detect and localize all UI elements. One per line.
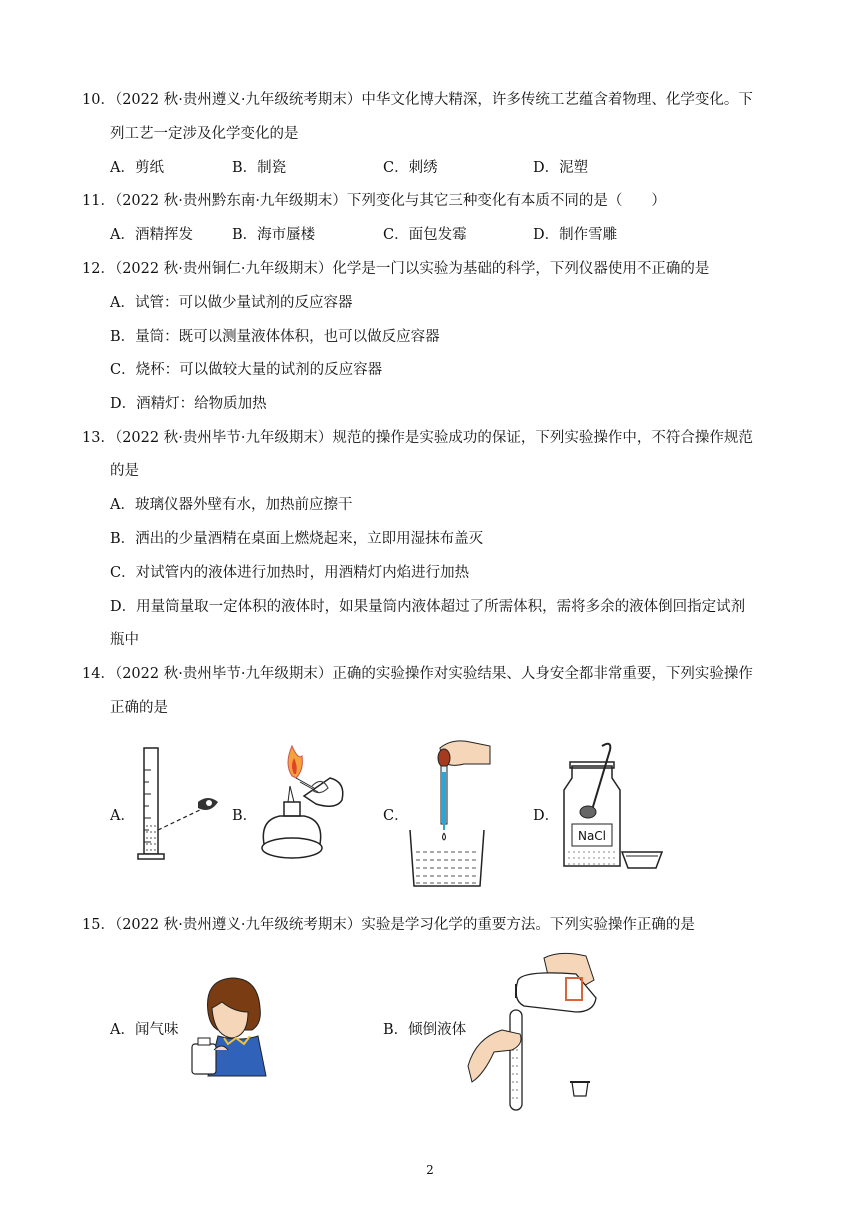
spoon-icon bbox=[580, 806, 596, 818]
q11-option-a[interactable]: A．酒精挥发 bbox=[110, 227, 193, 243]
smelling-gas-figure bbox=[178, 972, 270, 1082]
gas-bottle-icon bbox=[192, 1044, 216, 1074]
q13-option-d[interactable]: D．用量筒量取一定体积的液体时，如果量筒内液体超过了所需体积，需将多余的液体倒回指定试剂 bbox=[110, 599, 746, 615]
pouring-liquid-figure bbox=[464, 950, 604, 1120]
q14-stem-line1: 14．（2022 秋·贵州毕节·九年级期末）正确的实验操作对实验结果、人身安全都非常重要，下列实验操作 bbox=[82, 666, 753, 682]
q10-stem-line2: 列工艺一定涉及化学变化的是 bbox=[110, 126, 299, 142]
alcohol-lamp-lighting-figure bbox=[256, 736, 356, 866]
q10-option-c[interactable]: C．刺绣 bbox=[383, 160, 438, 176]
q11-stem: 11．（2022 秋·贵州黔东南·九年级期末）下列变化与其它三种变化有本质不同的是（ ） bbox=[82, 193, 666, 209]
q13-option-b[interactable]: B．洒出的少量酒精在桌面上燃烧起来，立即用湿抹布盖灭 bbox=[110, 531, 484, 547]
bottle-stopper-icon bbox=[572, 1082, 588, 1096]
nacl-label: NaCl bbox=[577, 829, 607, 843]
q10-option-b[interactable]: B．制瓷 bbox=[232, 160, 287, 176]
q13-option-c[interactable]: C．对试管内的液体进行加热时，用酒精灯内焰进行加热 bbox=[110, 565, 470, 581]
q13-option-d-continued: 瓶中 bbox=[110, 632, 139, 648]
q13-option-a[interactable]: A．玻璃仪器外壁有水，加热前应擦干 bbox=[110, 497, 353, 513]
test-tube-icon bbox=[510, 1010, 522, 1110]
q14-option-d-label[interactable]: D． bbox=[533, 808, 560, 824]
q12-option-d[interactable]: D．酒精灯：给物质加热 bbox=[110, 396, 267, 412]
q13-stem-line1: 13．（2022 秋·贵州毕节·九年级期末）规范的操作是实验成功的保证，下列实验操作中，不符合操作规范 bbox=[82, 430, 753, 446]
q12-option-b[interactable]: B．量筒：既可以测量液体体积，也可以做反应容器 bbox=[110, 329, 440, 345]
q13-stem-line2: 的是 bbox=[110, 463, 139, 479]
page-number: 2 bbox=[426, 1163, 434, 1177]
q14-option-c-label[interactable]: C． bbox=[383, 808, 409, 824]
q15-option-a-label[interactable]: A．闻气味 bbox=[110, 1022, 179, 1038]
q11-option-b[interactable]: B．海市蜃楼 bbox=[232, 227, 316, 243]
q11-option-c[interactable]: C．面包发霉 bbox=[383, 227, 467, 243]
q14-option-a-label[interactable]: A． bbox=[110, 808, 135, 824]
q11-option-d[interactable]: D．制作雪雕 bbox=[533, 227, 618, 243]
q15-stem: 15．（2022 秋·贵州遵义·九年级统考期末）实验是学习化学的重要方法。下列实验操作正确的是 bbox=[82, 917, 695, 933]
q12-option-c[interactable]: C．烧杯：可以做较大量的试剂的反应容器 bbox=[110, 362, 383, 378]
q14-option-b-label[interactable]: B． bbox=[232, 808, 258, 824]
graduated-cylinder-figure bbox=[132, 740, 224, 866]
q10-option-d[interactable]: D．泥塑 bbox=[533, 160, 589, 176]
shirt-icon bbox=[208, 1036, 266, 1076]
reagent-bottle-figure bbox=[558, 740, 668, 874]
q10-option-a[interactable]: A．剪纸 bbox=[110, 160, 164, 176]
dropper-beaker-figure bbox=[404, 738, 494, 888]
q14-stem-line2: 正确的是 bbox=[110, 700, 168, 716]
q12-stem: 12．（2022 秋·贵州铜仁·九年级期末）化学是一门以实验为基础的科学，下列仪器使用不正确的是 bbox=[82, 261, 710, 277]
q12-option-a[interactable]: A．试管：可以做少量试剂的反应容器 bbox=[110, 295, 353, 311]
weighing-dish-icon bbox=[622, 852, 662, 868]
q10-stem-line1: 10．（2022 秋·贵州遵义·九年级统考期末）中华文化博大精深，许多传统工艺蕴含着物理、化学变化。下 bbox=[82, 92, 753, 108]
q15-option-b-label[interactable]: B．倾倒液体 bbox=[383, 1022, 467, 1038]
